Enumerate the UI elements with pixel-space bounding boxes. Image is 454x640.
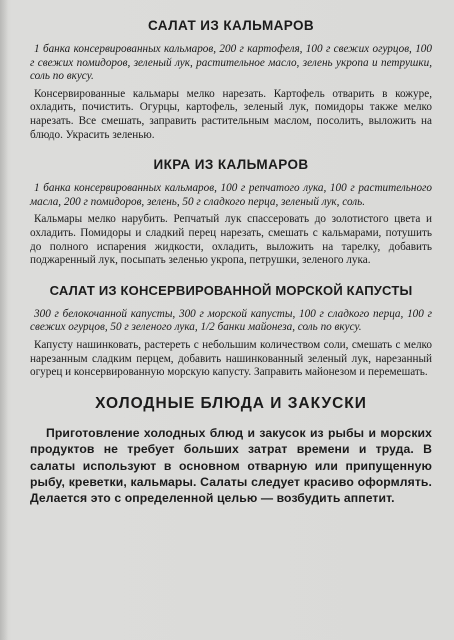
recipe-squid-caviar bbox=[30, 157, 432, 268]
chapter-cold-dishes bbox=[30, 395, 432, 507]
recipe-method: Кальмары мелко нарубить. Репчатый лук спассеровать до золотистого цвета и охладить. Помидоры и сладкий перец нарезать, смешать с кальмарами, потушить до полного испарения жидкости, охладить, выложить на тарелку, добавить поджаренный лук, посыпать зеленью укропа, петрушки, зеленого лука. bbox=[30, 213, 432, 267]
recipe-method: Капусту нашинковать, растереть с небольшим количеством соли, смешать с мелко нарезанным сладким перцем, добавить нашинкованный зеленый лук, нарезанный огурец и консервированную морскую капусту. Заправить майонезом и перемешать. bbox=[30, 338, 432, 379]
recipe-title: САЛАТ ИЗ КАЛЬМАРОВ bbox=[147, 18, 315, 33]
recipe-ingredients: 1 банка консервированных кальмаров, 100 г репчатого лука, 100 г растительного масла, 200 г помидоров, зелень, 50 г сладкого перца, зеленый лук, соль. bbox=[30, 182, 432, 208]
recipe-ingredients: 300 г белокочанной капусты, 300 г морской капусты, 100 г сладкого перца, 100 г свежих огурцов, 50 г зеленого лука, 1/2 банки майонеза, соль по вкусу. bbox=[30, 307, 432, 334]
chapter-intro: Приготовление холодных блюд и закусок из рыбы и морских продуктов не требует больших затрат времени и труда. В салаты используют в основном отварную или припущенную рыбу, креветки, кальмары. Салаты следует красиво оформлять. Делается это с определенной целью — возбудить аппетит. bbox=[30, 425, 432, 506]
recipe-title: ИКРА ИЗ КАЛЬМАРОВ bbox=[153, 157, 309, 173]
recipe-seaweed-salad bbox=[30, 283, 432, 380]
recipe-method: Консервированные кальмары мелко нарезать. Картофель отварить в кожуре, охладить, почистить. Огурцы, картофель, зеленый лук, помидоры также мелко нарезать. Все смешать, заправить растительным маслом, посолить, выложить на блюдо. Украсить зеленью. bbox=[30, 87, 432, 141]
recipe-squid-salad bbox=[30, 18, 432, 142]
recipe-title: САЛАТ ИЗ КОНСЕРВИРОВАННОЙ МОРСКОЙ КАПУСТЫ bbox=[49, 282, 413, 298]
chapter-title: ХОЛОДНЫЕ БЛЮДА И ЗАКУСКИ bbox=[95, 394, 367, 412]
recipe-ingredients: 1 банка консервированных кальмаров, 200 г картофеля, 100 г свежих огурцов, 100 г свежих помидоров, зеленый лук, растительное масло, зелень укропа и петрушки, соль по вкусу. bbox=[30, 43, 432, 83]
